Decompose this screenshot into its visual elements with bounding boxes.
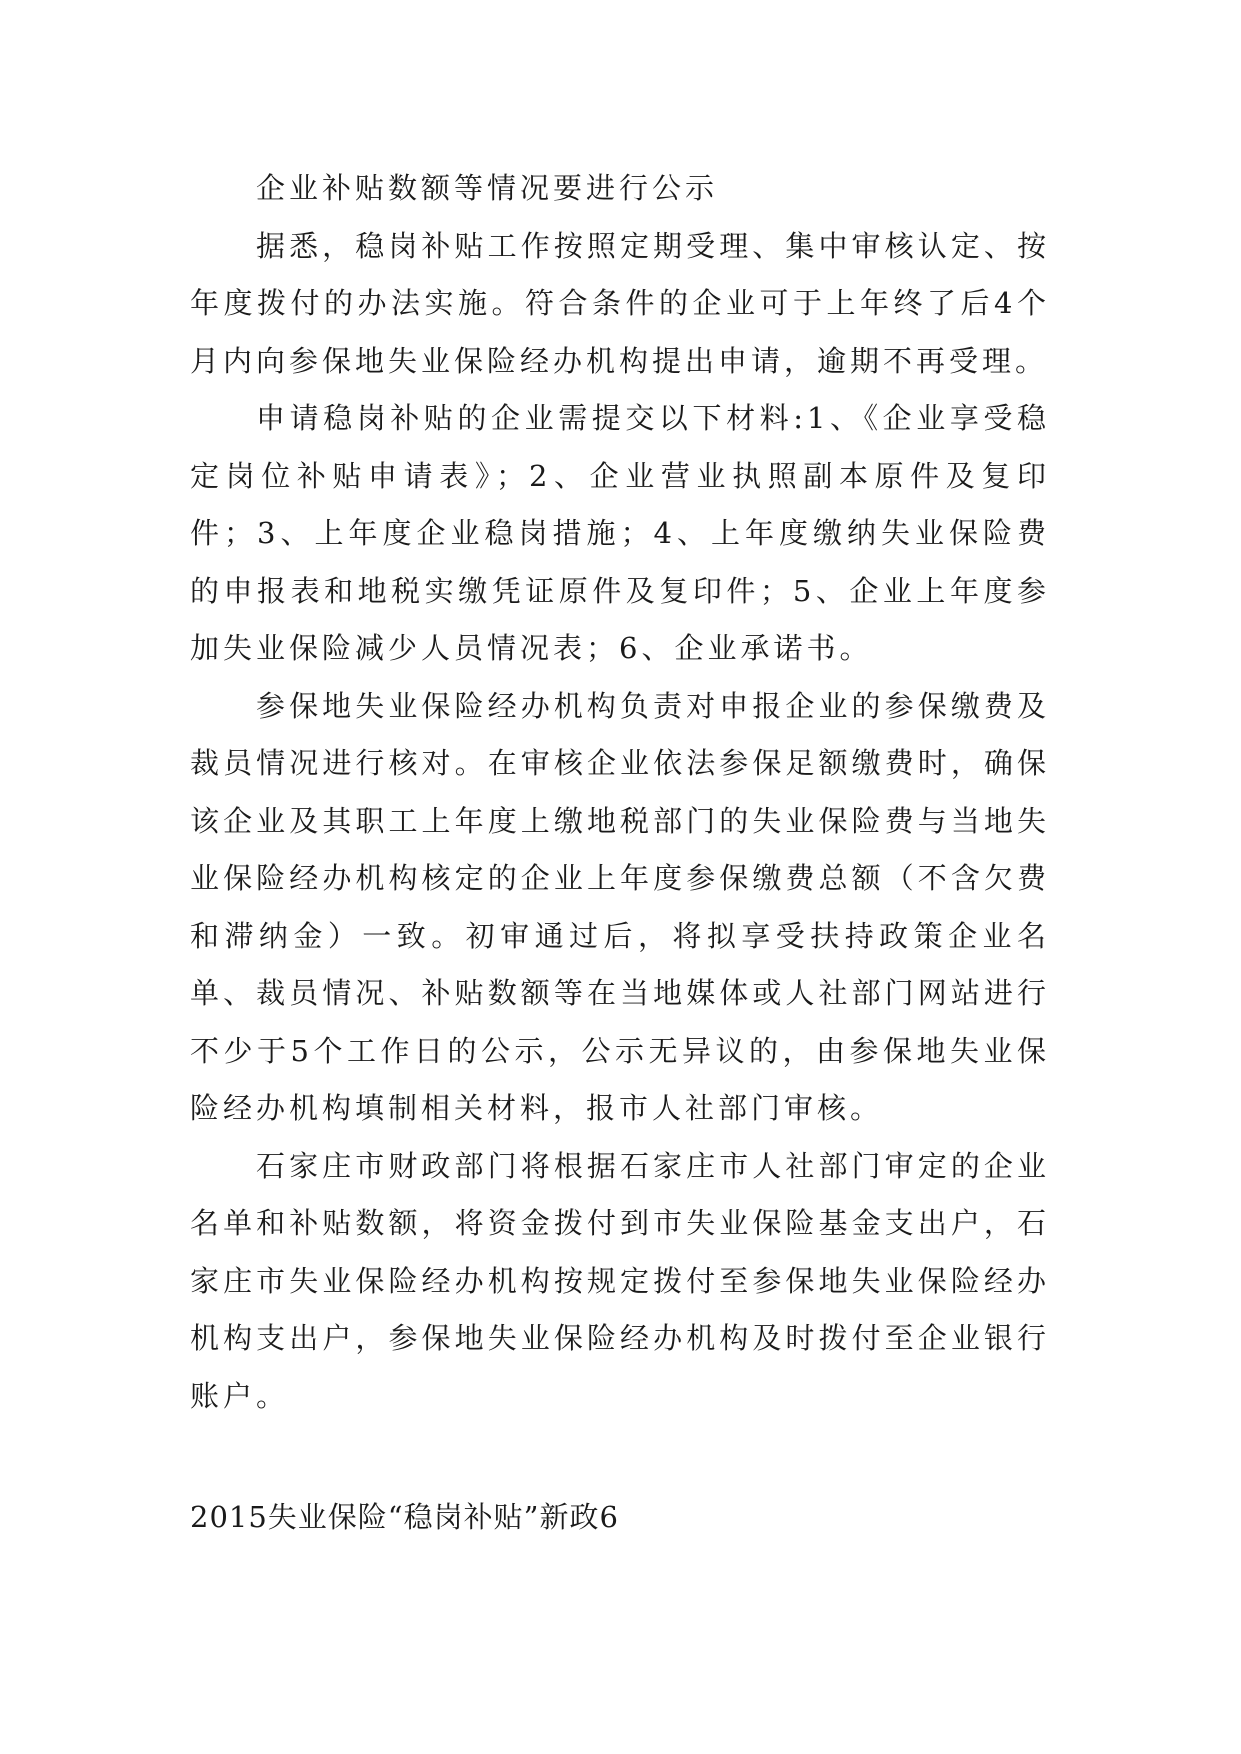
paragraph-processing: 据悉，稳岗补贴工作按照定期受理、集中审核认定、按年度拨付的办法实施。符合条件的企业可于上年终了后4个月内向参保地失业保险经办机构提出申请，逾期不再受理。 xyxy=(190,228,1050,378)
paragraph-materials: 申请稳岗补贴的企业需提交以下材料:1、《企业享受稳定岗位补贴申请表》；2、企业营业执照副本原件及复印件；3、上年度企业稳岗措施；4、上年度缴纳失业保险费的申报表和地税实缴凭证原件及复印件；5、企业上年度参加失业保险减少人员情况表；6、企业承诺书。 xyxy=(190,401,1050,665)
paragraph-verification: 参保地失业保险经办机构负责对申报企业的参保缴费及裁员情况进行核对。在审核企业依法参保足额缴费时，确保该企业及其职工上年度上缴地税部门的失业保险费与当地失业保险经办机构核定的企业上年度参保缴费总额（不含欠费和滞纳金）一致。初审通过后，将拟享受扶持政策企业名单、裁员情况、补贴数额等在当地媒体或人社部门网站进行不少于5个工作日的公示，公示无异议的，由参保地失业保险经办机构填制相关材料，报市人社部门审核。 xyxy=(190,688,1050,1125)
paragraph-funding: 石家庄市财政部门将根据石家庄市人社部门审定的企业名单和补贴数额，将资金拨付到市失业保险基金支出户，石家庄市失业保险经办机构按规定拨付至参保地失业保险经办机构支出户，参保地失业保险经办机构及时拨付至企业银行账户。 xyxy=(190,1148,1050,1413)
document-footer-title: 2015失业保险“稳岗补贴”新政6 xyxy=(190,1500,619,1534)
section-heading: 企业补贴数额等情况要进行公示 xyxy=(256,171,719,205)
document-body xyxy=(190,160,1050,1425)
